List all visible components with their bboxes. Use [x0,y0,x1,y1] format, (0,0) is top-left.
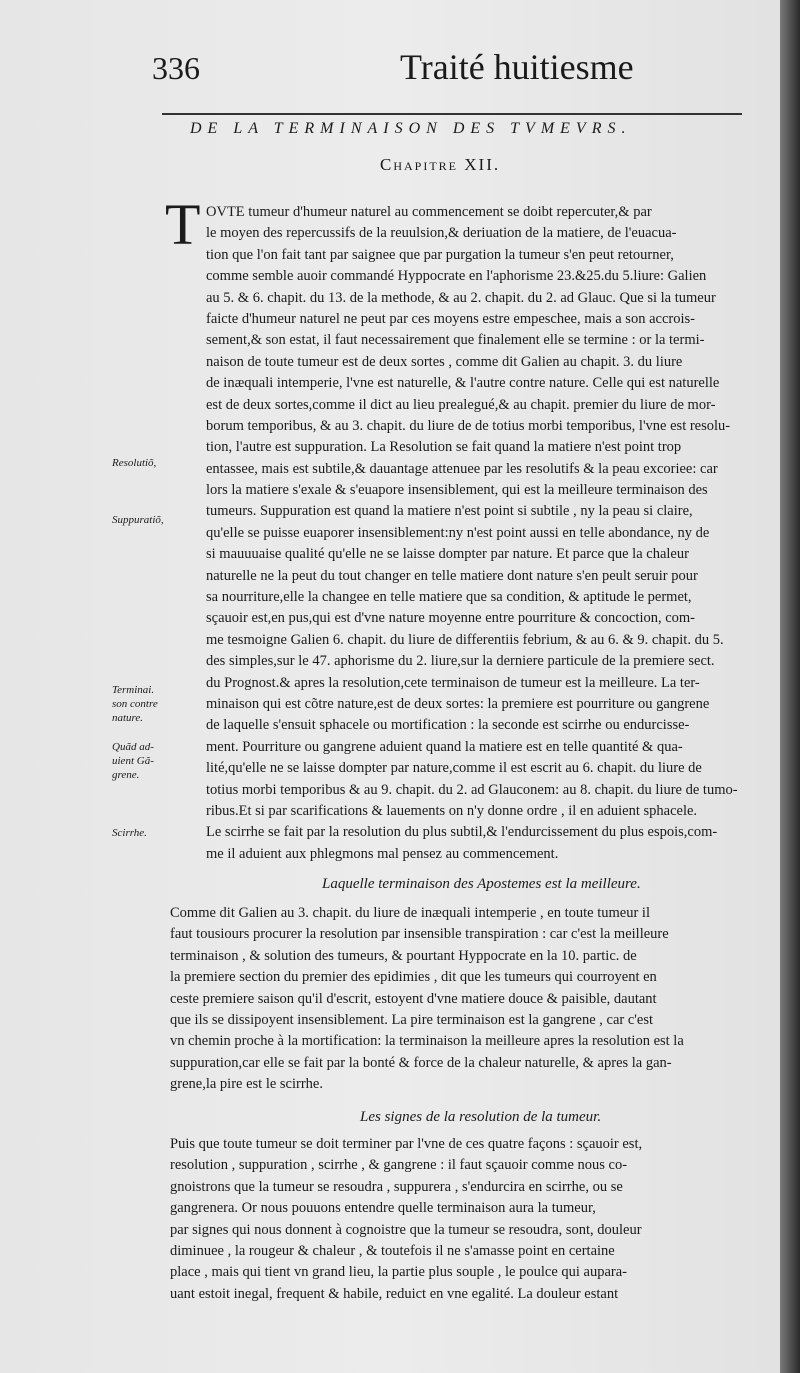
margin-note-line: nature. [112,712,144,724]
text-line: par signes qui nous donnent à cognoistre que la tumeur se resoudra, sont, douleur [170,1221,642,1238]
paragraph-2 [170,903,778,1096]
margin-note-line: Terminai. [112,684,155,696]
text-line: totius morbi temporibus & au 9. chapit. du 2. ad Glauconem: au 8. chapit. du liure de tumo- [206,781,738,798]
text-line: si mauuuaise qualité qu'elle ne se laisse dompter par nature. Et parce que la chaleur [206,546,689,563]
margin-note-line: uient Gã- [112,755,154,767]
text-line: me tesmoigne Galien 6. chapit. du liure de differentiis febrium, & au 6. & 9. chapit. du 5. [206,631,724,648]
header-rule [162,113,742,115]
text-line: diminuee , la rougeur & chaleur , & toutefois il ne s'amasse point en certaine [170,1242,615,1259]
text-line: place , mais qui tient vn grand lieu, la partie plus souple , le poulce qui aupara- [170,1264,628,1281]
text-line: OVTE tumeur d'humeur naturel au commencement se doibt repercuter,& par [206,204,652,220]
paragraph-1 [206,202,778,865]
text-line: faut tousiours procurer la resolution par insensible transpiration : car c'est la meilleure [170,926,669,943]
margin-note-suppuration: Suppuratiõ, [112,514,164,526]
page-header [0,40,780,100]
text-line: est de deux sortes,comme il dict au lieu prealegué,& au chapit. premier du liure de mor- [206,396,716,413]
text-line: ment. Pourriture ou gangrene aduient quand la matiere est en telle quantité & qua- [206,738,683,755]
text-line: ribus.Et si par scarifications & lauements on n'y donne ordre , il en aduient sphacele. [206,802,698,819]
text-line: que ils se dissipoyent insensiblement. La pire terminaison est la gangrene , car c'est [170,1011,653,1028]
text-line: gnoistrons que la tumeur se resoudra , suppurera , s'endurcira en scirrhe, ou se [170,1178,623,1195]
drop-cap: T [165,192,201,257]
text-line: tumeurs. Suppuration est quand la matiere n'est point si subtile , ny la peau si claire, [206,503,693,520]
text-line: entassee, mais est subtile,& dauantage attenuee par les resolutifs & la peau excoriee: car [206,460,718,477]
text-line: de laquelle s'ensuit sphacele ou mortification : la seconde est scirrhe ou endurcisse- [206,717,690,734]
text-line: naison de toute tumeur est de deux sortes , comme dit Galien au chapit. 3. du liure [206,353,683,370]
text-line: sçauoir est,en pus,qui est d'vne nature moyenne entre pourriture & concoction, com- [206,610,696,627]
running-title: Traité huitiesme [400,47,634,87]
text-line: de inæquali intemperie, l'vne est naturelle, & l'autre contre nature. Celle qui est naturelle [206,375,720,392]
text-line: Comme dit Galien au 3. chapit. du liure de inæquali intemperie , en toute tumeur il [170,905,650,921]
text-line: tion, l'autre est suppuration. La Resolution se fait quand la matiere n'est point trop [206,439,682,456]
text-line: Le scirrhe se fait par la resolution du plus subtil,& l'endurcissement du plus espois,com- [206,824,718,841]
text-line: sement,& son estat, il faut necessairement que finalement elle se termine : or la termi- [206,332,705,349]
section-title: DE LA TERMINAISON DES TVMEVRS. [190,120,632,137]
text-line: borum temporibus, & au 3. chapit. du liure de de totius morbi temporibus, l'vne est resolu- [206,417,731,434]
text-line: vn chemin proche à la mortification: la terminaison la meilleure apres la resolution est la [170,1033,684,1050]
text-line: naturelle ne la peut du tout changer en telle matiere dont nature s'en peult seruir pour [206,567,698,584]
text-line: au 5. & 6. chapit. du 13. de la methode, & au 2. chapit. du 2. ad Glauc. Que si la tumeur [206,289,716,306]
text-line: des simples,sur le 47. aphorisme du 2. liure,sur la derniere particule de la premiere sect. [206,653,715,670]
text-line: sa nourriture,elle la changee en telle matiere que sa condition, & aptitude le permet, [206,589,692,606]
text-line: ceste premiere saison qu'il d'escrit, estoyent d'vne matiere douce & paisible, dautant [170,990,657,1007]
margin-note-scirrhe: Scirrhe. [112,827,147,839]
margin-note-gangrene [112,740,170,782]
text-line: du Prognost.& apres la resolution,cete terminaison de tumeur est la meilleure. La ter- [206,674,700,691]
book-gutter [780,0,800,1373]
text-line: resolution , suppuration , scirrhe , & gangrene : il faut sçauoir comme nous co- [170,1157,628,1174]
margin-note-line: grene. [112,769,140,781]
text-line: le moyen des repercussifs de la reuulsion,& deriuation de la matiere, de l'euacua- [206,225,677,242]
text-line: gangrenera. Or nous pouuons entendre quelle terminaison aura la tumeur, [170,1200,596,1217]
paragraph-3 [170,1134,778,1305]
subheading-best-termination: Laquelle terminaison des Apostemes est la meilleure. [322,876,641,892]
text-line: uant estoit inegal, frequent & habile, reduict en vne egalité. La douleur estant [170,1285,619,1302]
margin-note-line: Quãd ad- [112,741,154,753]
text-line: me il aduient aux phlegmons mal pensez au commencement. [206,845,559,862]
text-line: la premiere section du premier des epidimies , dit que les tumeurs qui courroyent en [170,969,657,986]
text-line: Puis que toute tumeur se doit terminer par l'vne de ces quatre façons : sçauoir est, [170,1136,643,1152]
text-line: lors la matiere s'exale & s'euapore insensiblement, qui est la meilleure terminaison des [206,482,708,499]
margin-note-line: son contre [112,698,158,710]
text-line: faicte d'humeur naturel ne peut par ces moyens estre empeschee, mais a son accrois- [206,310,695,327]
text-line: grene,la pire est le scirrhe. [170,1076,323,1093]
text-line: qu'elle se puisse euaporer insensiblement:ny n'est point aussi en telle abondance, ny de [206,524,710,541]
margin-note-terminaison [112,683,170,725]
text-line: comme semble auoir commandé Hyppocrate en l'aphorisme 23.&25.du 5.liure: Galien [206,268,707,285]
page-number: 336 [152,50,200,86]
subheading-signs-resolution: Les signes de la resolution de la tumeur. [360,1109,602,1125]
text-line: tion que l'on fait tant par saignee que par purgation la tumeur s'en peut retourner, [206,246,674,263]
chapter-heading: Chapitre XII. [380,155,501,174]
text-line: lité,qu'elle ne se laisse dompter par nature,comme il est escrit au 6. chapit. du liure de [206,760,702,777]
text-line: minaison qui est cõtre nature,est de deux sortes: la premiere est pourriture ou gangrene [206,695,710,712]
text-line: suppuration,car elle se fait par la bonté & force de la chaleur naturelle, & apres la gan- [170,1054,672,1071]
margin-note-resolution: Resolutiõ, [112,457,157,469]
text-line: terminaison , & solution des tumeurs, & pourtant Hyppocrate en la 10. partic. de [170,947,637,964]
